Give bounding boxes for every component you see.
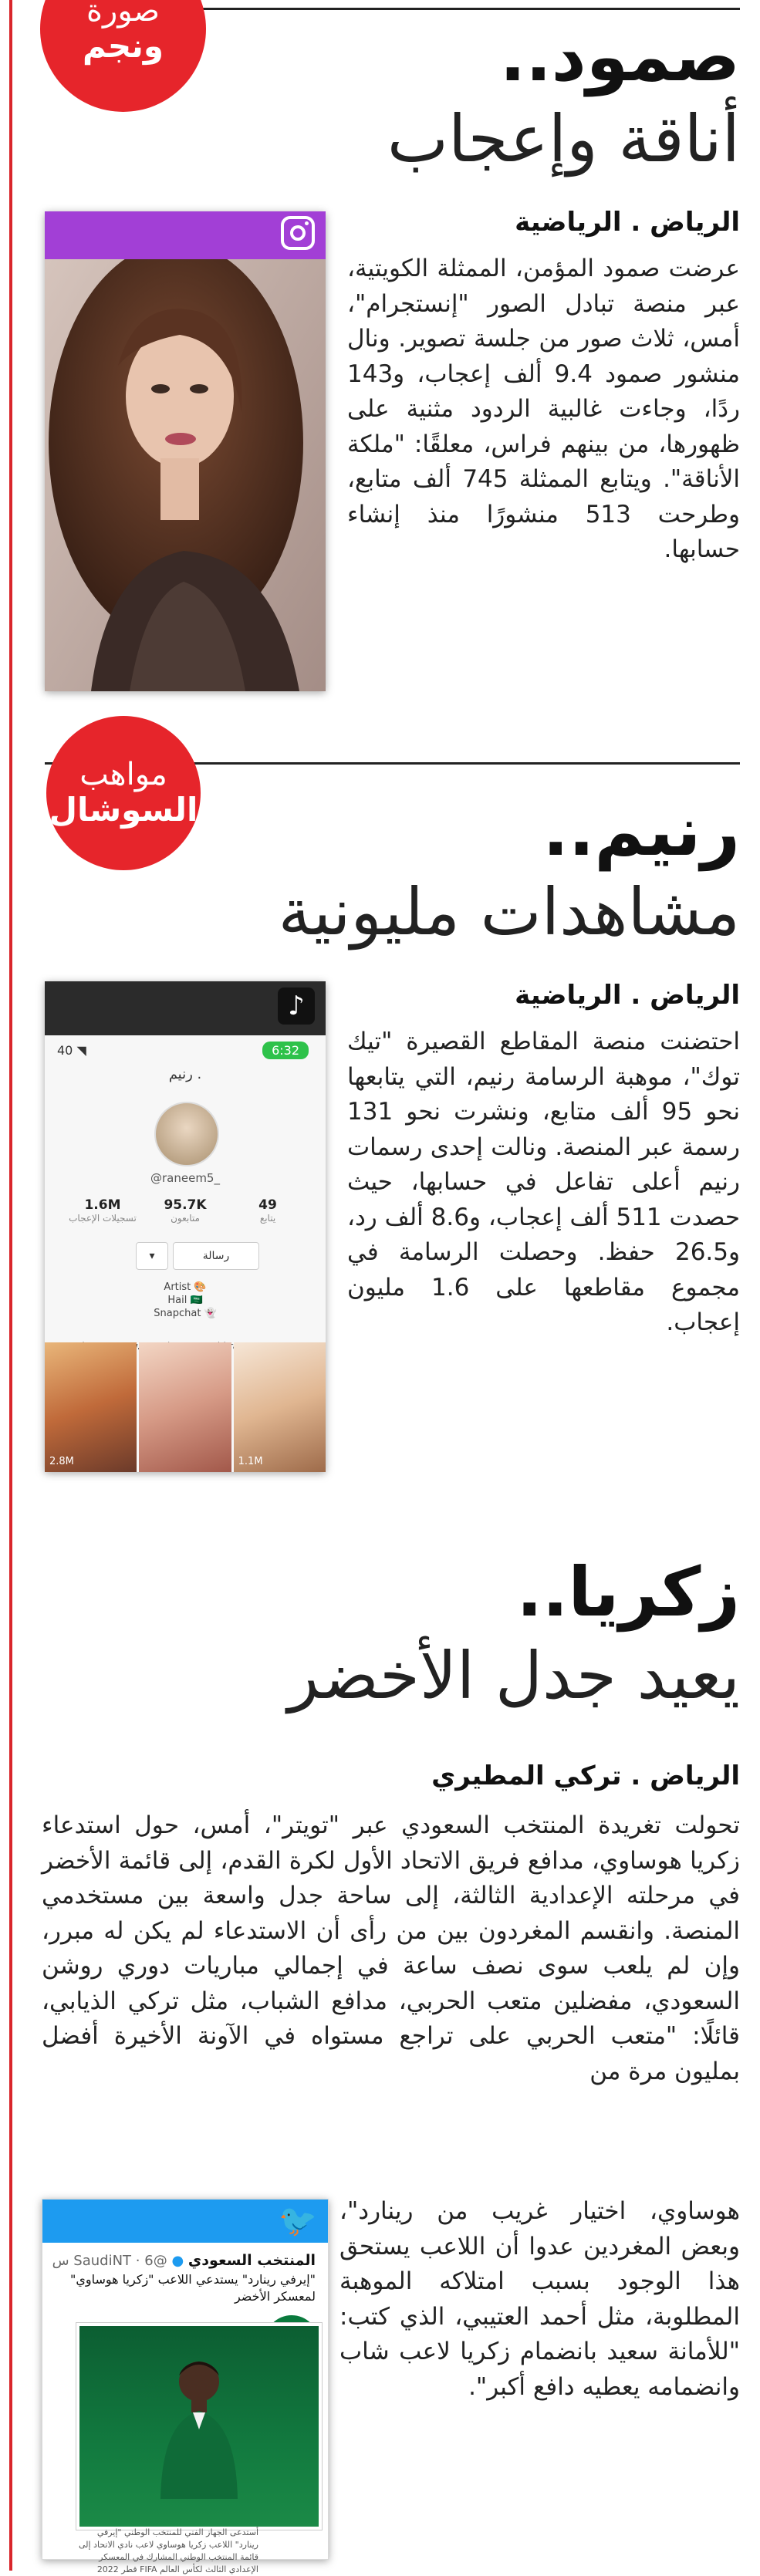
tiktok-icon: ♪ <box>278 988 315 1025</box>
section-3-body-top: تحولت تغريدة المنتخب السعودي عبر "تويتر"، أمس، حول استدعاء زكريا هوساوي، مدافع فريق الاتحاد الأول لكرة القدم، إلى قائمة الأخضر في مرحلته الإعدادية الثالثة، إلى ساحة جدل واسعة بين مستخدمي المنصة. وانقسم المغردون بين من رأى أن الاستدعاء لم يكن له مبرر، وإن لم يلعب سوى نصف ساعة في إجمالي مباريات دوري روشن السعودي، مفضلين متعب الحربي، مدافع الشباب، مثل تركي الذيابي، قائلًا: "متعب الحربي على تراجع مستواه في الآونة الأخيرة أفضل بمليون مرة من <box>42 1811 740 2085</box>
section-1-photo <box>45 211 326 691</box>
tweet-header: المنتخب السعودي ● @SaudiNT · 6 س "إيرفي رينارد" يستدعي اللاعب "زكريا هوساوي" لمعسكر الأخضر <box>42 2250 316 2305</box>
badge-line-2: ونجم <box>82 26 164 65</box>
section-3-subhead: يعيد جدل الأخضر <box>287 1638 740 1713</box>
status-bar-left: 40 ◥ <box>57 1043 86 1058</box>
tweet-account-name: المنتخب السعودي <box>187 2252 316 2269</box>
video-grid <box>45 1342 326 1472</box>
badge-line-1: صورة <box>86 0 160 29</box>
stat-value: 49 <box>258 1197 277 1213</box>
profile-bio: Artist 🎨 Hail 🇸🇦 Snapchat 👻 <box>154 1281 217 1319</box>
badge-line-2: السوشال <box>49 791 198 829</box>
section-2-byline: الرياض . الرياضية <box>515 980 740 1011</box>
section-1-top-line <box>185 8 740 10</box>
stat-label: يتابع <box>259 1213 276 1224</box>
section-2-headline: رنيم.. <box>542 792 740 871</box>
video-views: 2.8M <box>49 1456 74 1467</box>
video-thumb[interactable] <box>234 1342 326 1472</box>
twitter-bird-icon: 🐦 <box>279 2203 317 2239</box>
section-3-tweet-screenshot <box>42 2199 329 2574</box>
tweet-image-caption: أستدعى الجهاز الفني للمنتخب الوطني "إيرفي رينارد" اللاعب زكريا هوساوي لاعب نادي الاتحاد إلى قائمة المنتخب الوطني المشارك في المعسكر الإعدادي الثالث لكأس العالم FIFA قطر 2022 <box>78 2527 258 2574</box>
stat-value: 1.6M <box>84 1197 121 1213</box>
left-red-rule <box>9 0 12 2571</box>
stat-label: متابعون <box>171 1213 200 1224</box>
tweet-text: "إيرفي رينارد" يستدعي اللاعب "زكريا هوساوي" لمعسكر الأخضر <box>69 2272 316 2304</box>
message-button[interactable]: رسالة <box>173 1242 259 1270</box>
section-2-phone-screenshot <box>45 981 326 1472</box>
section-1-headline: صمود.. <box>499 17 740 96</box>
stat-followers <box>150 1197 220 1224</box>
tweet-image[interactable] <box>76 2323 322 2530</box>
video-thumb[interactable] <box>139 1342 231 1472</box>
section-1-body: عرضت صمود المؤمن، الممثلة الكويتية، عبر منصة تبادل الصور "إنستجرام"، أمس، ثلاث صور من جلسة تصوير. ونال منشور صمود 9.4 ألف إعجاب، و143 ردًا، وجاءت غالبية الردود مثنية على ظهورها، من بينهم فراس، معلقًا: "ملكة الأناقة". ويتابع الممثلة 745 ألف متابع، وطرحت 513 منشورًا منذ إنشاء حسابها. <box>347 255 741 563</box>
player-figure <box>153 2352 245 2499</box>
stat-following <box>233 1197 302 1224</box>
tweet-handle: @SaudiNT <box>73 2253 167 2269</box>
tweet-time: 6 س <box>52 2253 154 2269</box>
section-3-headline: زكريا.. <box>516 1552 740 1632</box>
video-views: 1.1M <box>238 1456 263 1467</box>
instagram-icon <box>281 216 315 250</box>
stat-value: 95.7K <box>164 1197 207 1213</box>
badge-line-1: مواهب <box>79 757 167 792</box>
tiktok-profile-screen <box>45 1035 326 1472</box>
section-3-byline: الرياض . تركي المطيري <box>431 1761 740 1791</box>
status-time-pill: 6:32 <box>262 1042 309 1059</box>
profile-name: رنيم . <box>168 1066 202 1082</box>
avatar[interactable] <box>154 1102 219 1166</box>
section-1-subhead: أناقة وإعجاب <box>387 101 740 177</box>
section-1-byline: الرياض . الرياضية <box>515 207 740 238</box>
stat-label: تسجيلات الإعجاب <box>69 1213 137 1224</box>
section-2-badge <box>46 716 201 870</box>
section-1-badge <box>40 0 206 112</box>
stat-likes <box>68 1197 137 1224</box>
section-3-body-side: هوساوي، اختيار غريب من رينارد"، وبعض المغردين عدوا أن اللاعب يستحق هذا الوجود بسبب امتلاكه الموهبة المطلوبة، مثل أحمد العتيبي، الذي كتب: "للأمانة سعيد بانضمام زكريا لاعب شاب وانضمامه يعطيه دافع أكبر". <box>339 2197 740 2401</box>
section-2-body: احتضنت منصة المقاطع القصيرة "تيك توك"، موهبة الرسامة رنيم، التي يتابعها نحو 95 ألف متابع، ونشرت نحو 131 رسمة عبر المنصة. ونالت إحدى رسمات رنيم أعلى تفاعل في حسابها، حيث حصدت 511 ألف إعجاب، و8.6 ألف رد، و26.5 حفظ. وحصلت الرسامة في مجموع مقاطعها على 1.6 مليون إعجاب. <box>347 1028 741 1336</box>
video-thumb[interactable] <box>45 1342 137 1472</box>
profile-handle: @raneem5_ <box>150 1171 220 1185</box>
section-2-subhead: مشاهدات مليونية <box>278 874 740 950</box>
follow-dropdown-button[interactable]: ▾ <box>136 1242 168 1270</box>
